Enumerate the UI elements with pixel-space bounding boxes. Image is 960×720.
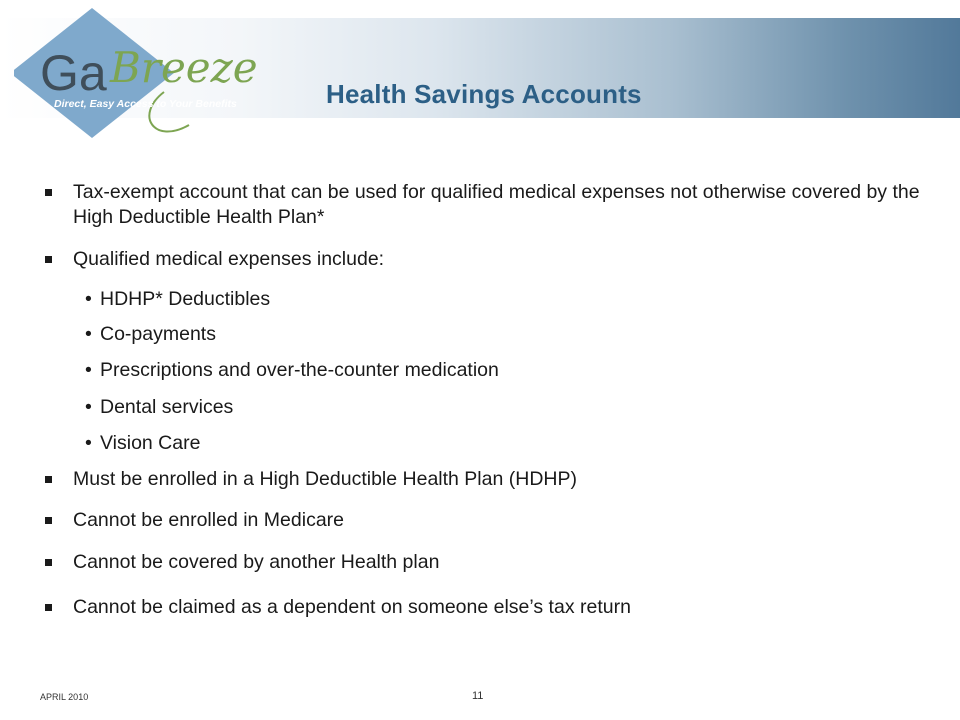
dot-bullet-icon: • [85, 396, 92, 418]
sub-bullet-text: Vision Care [100, 432, 201, 454]
square-bullet-icon [45, 476, 52, 483]
dot-bullet-icon: • [85, 432, 92, 454]
bullet-text: Cannot be enrolled in Medicare [73, 509, 345, 531]
sub-bullet-text: HDHP* Deductibles [100, 288, 271, 310]
bullet-text: Tax-exempt account that can be used for qualified medical expenses not otherwise covered by the High Deductible Health Plan* [73, 181, 920, 228]
bullet-text: Cannot be claimed as a dependent on someone else’s tax return [73, 596, 631, 618]
bullet-text: Qualified medical expenses include: [73, 248, 385, 270]
dot-bullet-icon: • [85, 359, 92, 381]
footer-date: APRIL 2010 [40, 692, 89, 702]
sub-bullet-text: Co-payments [100, 323, 216, 345]
square-bullet-icon [45, 604, 52, 611]
page-number: 11 [472, 690, 484, 702]
square-bullet-icon [45, 189, 52, 196]
sub-bullet-text: Dental services [100, 396, 234, 418]
slide-title: Health Savings Accounts [326, 79, 642, 109]
sub-bullet-text: Prescriptions and over-the-counter medication [100, 359, 499, 381]
square-bullet-icon [45, 559, 52, 566]
dot-bullet-icon: • [85, 323, 92, 345]
logo-breeze-text: Breeze [110, 43, 258, 92]
logo-ga-text: Ga [40, 45, 107, 101]
bullet-text: Must be enrolled in a High Deductible Health Plan (HDHP) [73, 468, 577, 490]
gabreeze-logo [14, 0, 304, 150]
bullet-text: Cannot be covered by another Health plan [73, 551, 440, 573]
square-bullet-icon [45, 256, 52, 263]
dot-bullet-icon: • [85, 288, 92, 310]
logo-tagline: Direct, Easy Access to Your Benefits [54, 98, 237, 110]
square-bullet-icon [45, 517, 52, 524]
